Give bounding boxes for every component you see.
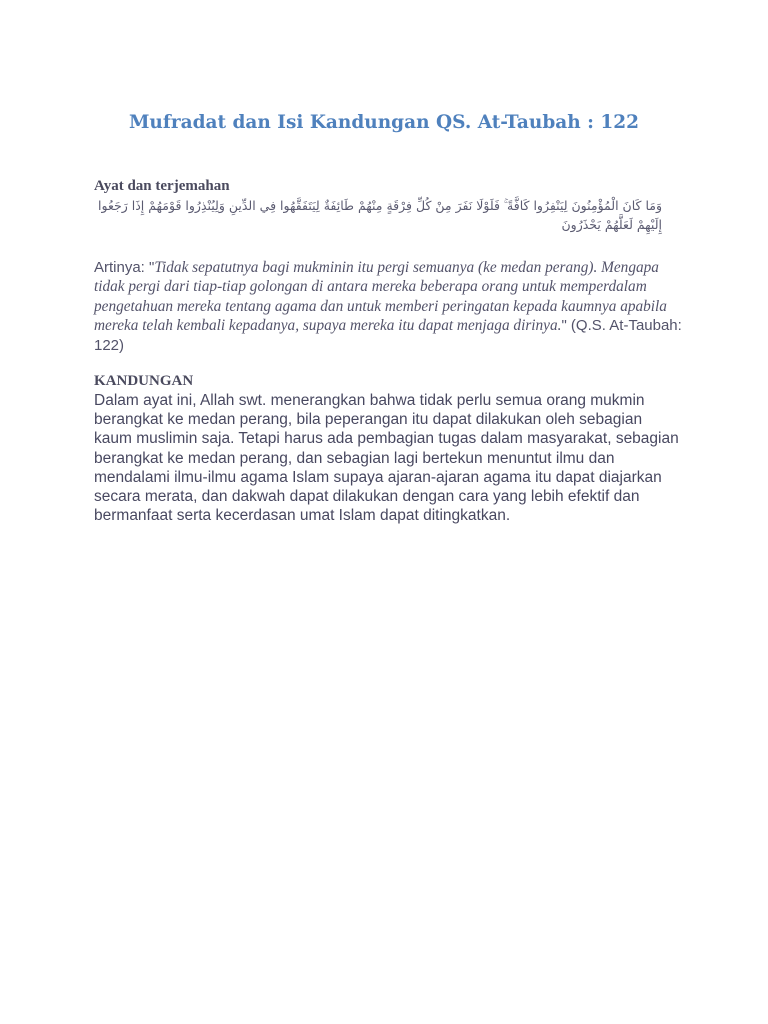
arabic-verse: وَمَا كَانَ الْمُؤْمِنُونَ لِيَنْفِرُوا كَافَّةً ۚ فَلَوْلَا نَفَرَ مِنْ كُلِّ فِرْقَةٍ مِنْهُمْ طَائِفَةٌ لِيَتَفَقَّهُوا فِي الدِّينِ وَلِيُنْذِرُوا قَوْمَهُمْ إِذَا رَجَعُوا إِلَيْهِمْ لَعَلَّهُمْ يَحْذَرُونَ xyxy=(98,198,662,232)
translation-prefix: Artinya: " xyxy=(94,259,155,276)
translation-source: " (Q.S. At-Taubah: 122) xyxy=(94,317,682,354)
page-title: Mufradat dan Isi Kandungan QS. At-Taubah : 122 xyxy=(128,112,640,133)
kandungan-paragraph: Dalam ayat ini, Allah swt. menerangkan bahwa tidak perlu semua orang mukmin berangkat ke medan perang, bila peperangan itu dapat dilakukan oleh sebagian kaum muslimin saja. Tetapi harus ada pembagian tugas dalam masyarakat, sebagian berangkat ke medan perang, dan sebagian lagi bertekun menuntut ilmu dan mendalami ilmu-ilmu agama Islam supaya ajaran-ajaran agama itu dapat diajarkan secara merata, dan dakwah dapat dilakukan dengan cara yang lebih efektif dan bermanfaat serta kecerdasan umat Islam dapat ditingkatkan. xyxy=(94,392,679,525)
verse-section-heading: Ayat dan terjemahan xyxy=(94,178,230,194)
translation-text: Tidak sepatutnya bagi mukminin itu pergi semuanya (ke medan perang). Mengapa tidak pergi dari tiap-tiap golongan di antara mereka beberapa orang untuk memperdalam pengetahuan mereka tentang agama dan untuk memberi peringatan kepada kaumnya apabila mereka telah kembali kepadanya, supaya mereka itu dapat menjaga dirinya. xyxy=(94,259,667,335)
kandungan-heading: KANDUNGAN xyxy=(94,373,194,389)
translation-paragraph xyxy=(94,258,684,355)
